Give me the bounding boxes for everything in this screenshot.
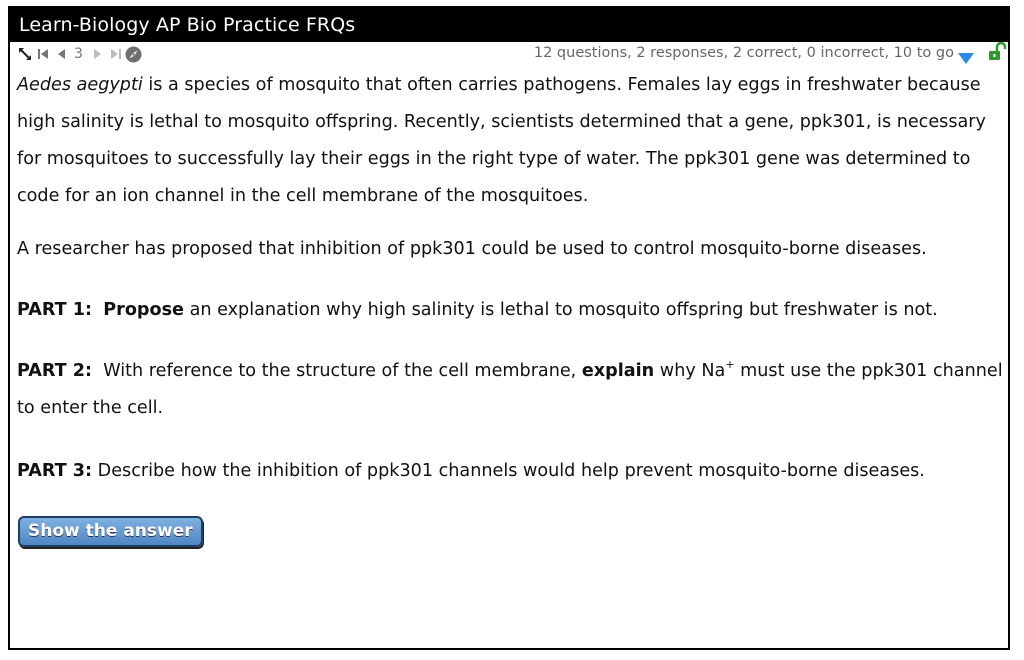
expand-icon[interactable] — [16, 46, 34, 62]
question-panel — [8, 6, 1010, 650]
part-2: PART 2: With reference to the structure of the cell membrane, explain why Na+ must use the ppk301 channel to enter the cell. — [17, 358, 1003, 418]
dropdown-triangle-icon[interactable] — [957, 50, 975, 69]
proposal-paragraph: A researcher has proposed that inhibition of ppk301 could be used to control mosquito-borne diseases. — [17, 239, 927, 259]
navigation-controls — [16, 46, 143, 62]
toolbar — [10, 42, 1008, 68]
part-1-verb: Propose — [103, 300, 184, 320]
page-title: Learn-Biology AP Bio Practice FRQs — [10, 8, 1008, 42]
question-number: 3 — [74, 46, 83, 62]
intro-paragraph: Aedes aegypti is a species of mosquito that often carries pathogens. Females lay eggs in freshwater because high salinity is lethal to mosquito offspring. Recently, scientists determined that a gene, ppk301, is necessary for mosquitoes to successfully lay their eggs in the right type of water. The ppk301 gene was determined to code for an ion channel in the cell membrane of the mosquitoes. — [17, 75, 986, 206]
next-icon[interactable] — [89, 46, 107, 62]
unlocked-icon[interactable] — [987, 42, 1007, 66]
part-1: PART 1: Propose an explanation why high salinity is lethal to mosquito offspring but freshwater is not. — [17, 300, 938, 320]
species-name: Aedes aegypti — [17, 75, 143, 95]
part-3: PART 3: Describe how the inhibition of ppk301 channels would help prevent mosquito-borne diseases. — [17, 461, 925, 481]
last-page-icon[interactable] — [107, 46, 125, 62]
question-body — [10, 67, 1008, 490]
part-2-verb: explain — [581, 361, 655, 381]
compass-icon[interactable] — [125, 46, 143, 62]
progress-stats: 12 questions, 2 responses, 2 correct, 0 incorrect, 10 to go — [533, 45, 954, 61]
previous-icon[interactable] — [52, 46, 70, 62]
first-page-icon[interactable] — [34, 46, 52, 62]
show-answer-button[interactable]: Show the answer — [18, 516, 203, 547]
